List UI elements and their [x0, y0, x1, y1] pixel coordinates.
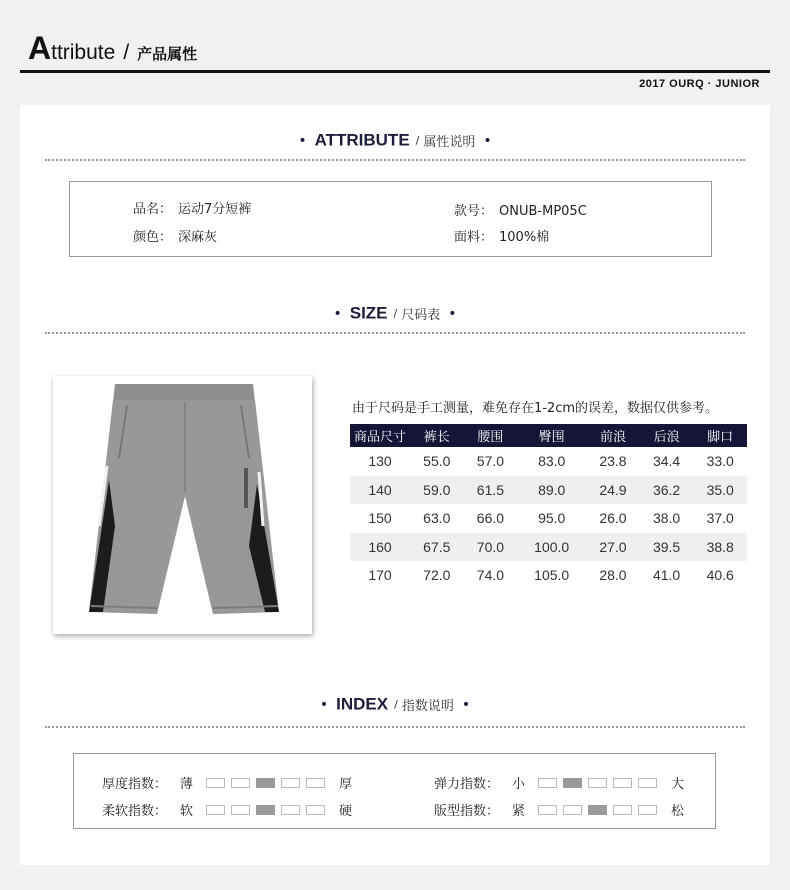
bullet-icon: •	[448, 305, 457, 322]
attr-value: 100%棉	[499, 230, 550, 245]
section-title-slash: /	[415, 134, 420, 147]
table-cell: 24.9	[586, 476, 640, 505]
table-cell: 67.5	[410, 533, 464, 562]
index-row-fit	[434, 800, 684, 819]
table-cell: 170	[368, 567, 392, 584]
index-scale	[538, 805, 657, 815]
index-level-box	[306, 805, 325, 815]
product-image	[53, 376, 312, 634]
size-note: 由于尺码是手工测量，难免存在1-2cm的误差，数据仅供参考。	[352, 401, 719, 416]
size-table	[350, 424, 747, 590]
table-row	[350, 476, 747, 505]
table-cell: 55.0	[423, 453, 451, 470]
attr-color	[133, 226, 217, 245]
table-cell: 105.0	[534, 567, 570, 584]
table-cell: 41.0	[652, 567, 681, 584]
header-rule	[20, 70, 770, 73]
section-title-cn: 尺码表	[401, 308, 441, 323]
attr-value: ONUB-MP05C	[499, 204, 587, 219]
table-cell: 72.0	[423, 567, 451, 584]
page-header	[0, 0, 790, 100]
attr-label: 面料：	[454, 230, 494, 245]
section-title-en: SIZE	[349, 303, 388, 323]
index-level-box	[281, 805, 300, 815]
index-label: 厚度指数：	[102, 777, 168, 792]
table-cell: 26.0	[599, 510, 627, 527]
attr-fabric	[454, 226, 549, 245]
index-box	[73, 753, 716, 829]
section-title-slash: /	[394, 698, 398, 711]
header-separator: /	[123, 41, 130, 64]
bullet-icon: •	[483, 132, 492, 149]
table-cell: 38.8	[693, 533, 747, 562]
table-cell: 59.0	[410, 476, 464, 505]
attr-value: 运动7分短裤	[178, 202, 252, 217]
index-level-marker	[563, 778, 582, 788]
size-col-header: 脚口	[693, 424, 747, 447]
header-title-initial: A	[28, 30, 52, 66]
index-level-marker	[256, 805, 275, 815]
attr-product-name	[133, 198, 251, 217]
index-section-title	[0, 694, 790, 715]
index-high-label: 松	[671, 804, 685, 819]
index-level-box	[613, 805, 632, 815]
attr-value: 深麻灰	[178, 230, 218, 245]
attr-label: 颜色：	[133, 230, 173, 245]
attr-model-number	[454, 200, 587, 219]
size-col-header: 臀围	[517, 424, 586, 447]
index-level-box	[231, 778, 250, 788]
section-title-cn: 属性说明	[423, 135, 476, 150]
size-section-title	[0, 303, 790, 324]
table-cell: 63.0	[423, 510, 451, 527]
brand-label: 2017 OURQ · JUNIOR	[639, 78, 760, 90]
table-cell: 130	[368, 453, 392, 470]
bullet-icon: •	[333, 305, 342, 322]
index-level-box	[206, 805, 225, 815]
index-level-box	[638, 778, 657, 788]
table-cell: 27.0	[586, 533, 640, 562]
table-cell: 28.0	[599, 567, 627, 584]
index-level-box	[588, 778, 607, 788]
index-level-box	[231, 805, 250, 815]
attribute-box	[69, 181, 712, 257]
table-row	[350, 561, 747, 590]
table-cell: 36.2	[640, 476, 694, 505]
table-row	[350, 533, 747, 562]
table-cell: 23.8	[599, 453, 627, 470]
index-label: 版型指数：	[434, 804, 500, 819]
attr-label: 品名：	[133, 202, 173, 217]
index-row-thickness	[102, 773, 352, 792]
size-table-header	[350, 424, 747, 447]
index-label: 弹力指数：	[434, 777, 500, 792]
index-level-box	[206, 778, 225, 788]
index-scale	[538, 778, 657, 788]
section-title-cn: 指数说明	[401, 699, 454, 714]
table-cell: 34.4	[652, 453, 681, 470]
index-level-marker	[256, 778, 275, 788]
size-col-header: 前浪	[586, 424, 640, 447]
section-divider	[45, 726, 745, 728]
table-cell: 61.5	[464, 476, 518, 505]
index-high-label: 大	[671, 777, 685, 792]
table-cell: 140	[350, 476, 410, 505]
header-title	[28, 32, 197, 65]
section-title-en: ATTRIBUTE	[314, 130, 410, 150]
shorts-illustration	[53, 376, 312, 634]
index-low-label: 软	[180, 804, 194, 819]
size-col-header: 腰围	[464, 424, 518, 447]
bullet-icon: •	[298, 132, 307, 149]
index-row-softness	[102, 800, 352, 819]
table-cell: 35.0	[693, 476, 747, 505]
table-cell: 95.0	[538, 510, 566, 527]
section-title-slash: /	[393, 307, 398, 320]
header-title-rest: ttribute	[51, 41, 116, 64]
table-cell: 70.0	[464, 533, 518, 562]
bullet-icon: •	[461, 696, 471, 713]
index-low-label: 薄	[180, 777, 194, 792]
table-cell: 66.0	[476, 510, 505, 527]
table-row	[350, 504, 747, 533]
index-level-box	[638, 805, 657, 815]
table-cell: 83.0	[538, 453, 566, 470]
table-cell: 100.0	[517, 533, 586, 562]
table-cell: 150	[368, 510, 392, 527]
table-cell: 39.5	[640, 533, 694, 562]
attribute-section-title	[0, 130, 790, 151]
table-cell: 57.0	[476, 453, 505, 470]
index-level-marker	[588, 805, 607, 815]
section-divider	[45, 332, 745, 334]
index-level-box	[281, 778, 300, 788]
index-low-label: 紧	[512, 804, 526, 819]
index-level-box	[563, 805, 582, 815]
attr-label: 款号：	[454, 204, 494, 219]
index-row-elasticity	[434, 773, 684, 792]
index-label: 柔软指数：	[102, 804, 168, 819]
size-col-header: 后浪	[640, 424, 694, 447]
table-cell: 160	[350, 533, 410, 562]
index-scale	[206, 778, 325, 788]
table-cell: 33.0	[706, 453, 734, 470]
index-low-label: 小	[512, 777, 526, 792]
header-title-cn: 产品属性	[137, 45, 198, 63]
index-level-box	[538, 778, 557, 788]
index-scale	[206, 805, 325, 815]
table-cell: 38.0	[652, 510, 681, 527]
table-cell: 40.6	[706, 567, 734, 584]
table-cell: 37.0	[706, 510, 734, 527]
table-cell: 89.0	[517, 476, 586, 505]
bullet-icon: •	[319, 696, 329, 713]
index-level-box	[538, 805, 557, 815]
table-cell: 74.0	[476, 567, 505, 584]
section-divider	[45, 159, 745, 161]
index-level-box	[306, 778, 325, 788]
index-level-box	[613, 778, 632, 788]
size-col-header: 裤长	[410, 424, 464, 447]
index-high-label: 硬	[339, 804, 353, 819]
table-row	[350, 447, 747, 476]
size-col-header: 商品尺寸	[350, 424, 410, 447]
index-high-label: 厚	[339, 777, 353, 792]
section-title-en: INDEX	[336, 694, 389, 714]
